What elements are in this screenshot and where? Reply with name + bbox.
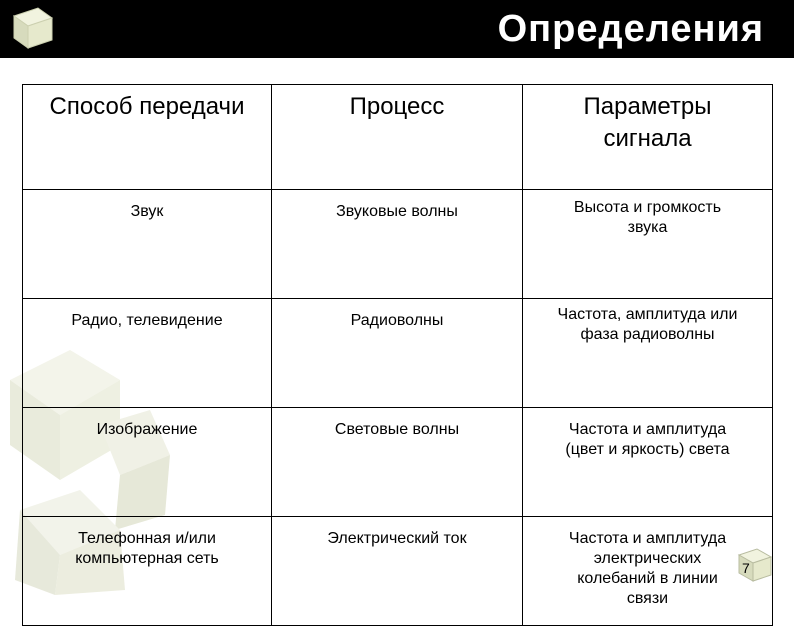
column-header-method: Способ передачи (23, 85, 272, 190)
table-cell: Частота и амплитуда электрических колебаний в линии связи (523, 517, 773, 626)
slide-number: 7 (742, 560, 750, 576)
title-bar (0, 0, 794, 58)
table-cell: Телефонная и/или компьютерная сеть (23, 517, 272, 626)
table-cell: Частота, амплитуда или фаза радиоволны (523, 299, 773, 408)
table-cell: Электрический ток (272, 517, 523, 626)
table-cell: Высота и громкость звука (523, 190, 773, 299)
table-cell: Радиоволны (272, 299, 523, 408)
table-cell: Изображение (23, 408, 272, 517)
table-cell: Частота и амплитуда (цвет и яркость) света (523, 408, 773, 517)
table-cell: Звук (23, 190, 272, 299)
table-cell: Световые волны (272, 408, 523, 517)
table-row (23, 517, 773, 626)
page-title: Определения (497, 8, 764, 50)
column-header-signal-params: Параметры сигнала (523, 85, 773, 190)
table-header-row (23, 85, 773, 190)
table-cell: Радио, телевидение (23, 299, 272, 408)
corner-cube-icon (735, 545, 775, 585)
table-row (23, 299, 773, 408)
column-header-process: Процесс (272, 85, 523, 190)
table-row (23, 408, 773, 517)
table-cell: Звуковые волны (272, 190, 523, 299)
table-row (23, 190, 773, 299)
definitions-table (22, 84, 773, 626)
cube-logo-icon (8, 4, 56, 50)
